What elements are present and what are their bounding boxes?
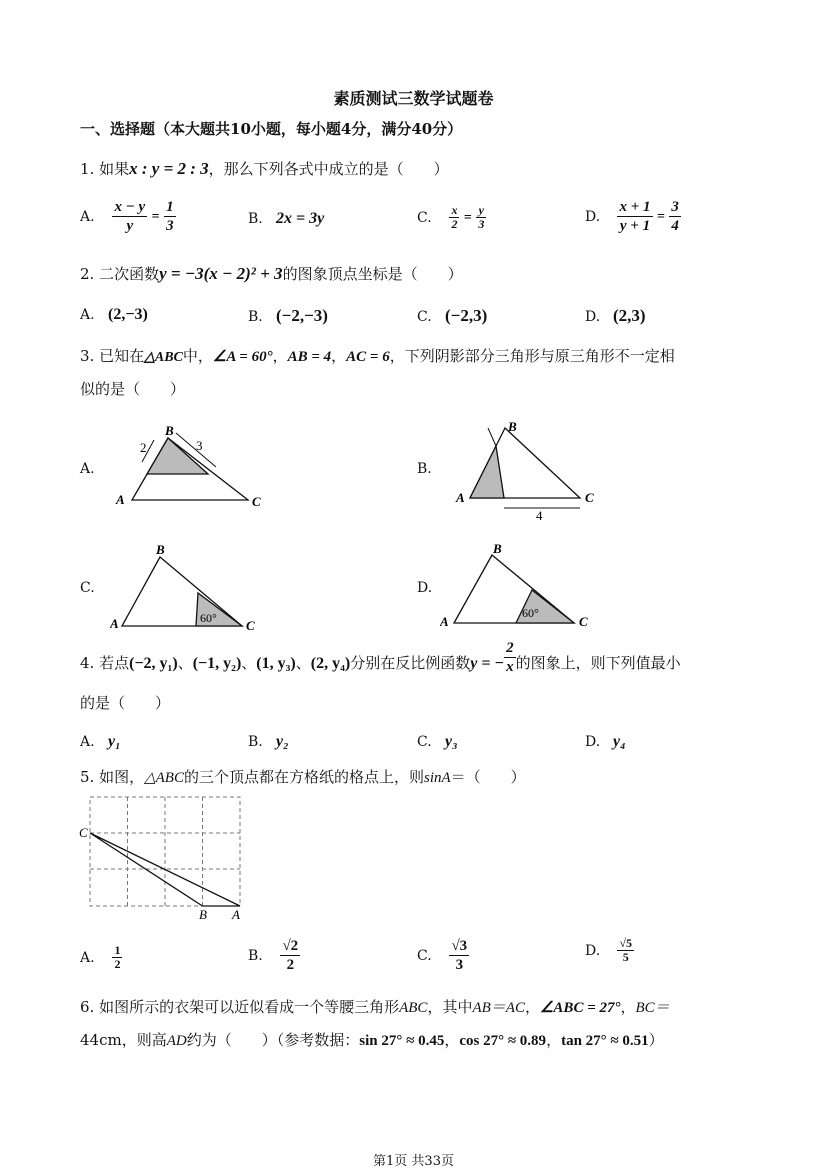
q2-option-a[interactable]: [80, 306, 148, 324]
vertex-label-b: B: [508, 419, 517, 434]
vertex-label-c: C: [579, 614, 588, 629]
question-text: 已知在: [99, 347, 145, 365]
question-text: ，下列阴影部分三角形与原三角形不一定相: [389, 347, 675, 365]
separator: ，: [272, 347, 288, 365]
question-6-line2: [80, 1029, 664, 1050]
math-expression: AB＝AC: [472, 1000, 525, 1016]
q3-option-d-label[interactable]: D.: [417, 580, 433, 596]
vertex-label-c: C: [252, 494, 261, 509]
question-number: 5.: [80, 768, 95, 786]
option-label: C.: [417, 309, 432, 325]
vertex-label-a: A: [440, 614, 449, 629]
q4-option-c[interactable]: [417, 733, 458, 751]
fraction-denominator: y: [126, 218, 134, 234]
point: (−1, y₂): [192, 655, 242, 672]
option-label: B.: [248, 211, 263, 227]
q1-option-a[interactable]: [80, 198, 176, 235]
separator: ，: [331, 347, 347, 365]
question-text: 若点: [99, 654, 130, 672]
fraction-numerator: √2: [282, 938, 299, 954]
separator: ，: [620, 998, 636, 1016]
option-expression: 2x = 3y: [276, 210, 325, 227]
angle-label: 60°: [522, 606, 539, 620]
math-expression: sinA: [424, 770, 451, 786]
reference-value: sin 27° ≈ 0.45: [359, 1033, 445, 1049]
question-6: [80, 996, 670, 1017]
math-expression: AD: [166, 1033, 187, 1049]
option-label: A.: [80, 208, 95, 225]
question-text: 二次函数: [99, 265, 160, 283]
math-expression: △ABC: [144, 770, 184, 786]
math-expression: x : y = 2 : 3: [129, 159, 209, 178]
q3-figure-b: [452, 416, 617, 526]
fraction-denominator: 2: [114, 957, 121, 971]
option-label: B.: [248, 947, 263, 964]
question-text: 如图，: [99, 768, 145, 786]
vertex-label-a: A: [456, 490, 465, 505]
q2-option-c[interactable]: [417, 306, 487, 326]
question-text: 44cm，则高: [80, 1031, 167, 1049]
reference-value: cos 27° ≈ 0.89: [459, 1033, 547, 1049]
question-3-line2: 似的是（ ）: [80, 380, 186, 398]
fraction-denominator: 5: [622, 950, 629, 964]
point: (−2, y₁): [129, 655, 178, 672]
option-label: A.: [80, 307, 95, 323]
option-label: D.: [585, 309, 601, 325]
vertex-label-c: C: [79, 825, 88, 840]
angle-label: 60°: [200, 611, 217, 625]
fraction-denominator: 3: [166, 218, 174, 234]
fraction-numerator: 1: [114, 943, 121, 957]
option-expression: (2,−3): [108, 306, 148, 323]
q5-option-a[interactable]: [80, 944, 122, 971]
option-label: A.: [80, 734, 95, 750]
math-expression: ∠ABC = 27°: [539, 1000, 621, 1016]
option-expression: (2,3): [613, 306, 646, 325]
separator: ，: [444, 1031, 460, 1049]
separator: 、: [241, 654, 257, 672]
option-expression: y₃: [445, 733, 458, 750]
equals-sign: =: [151, 209, 160, 225]
question-text: 如果: [99, 160, 130, 178]
question-text: 中，: [182, 347, 213, 365]
question-number: 4.: [80, 654, 95, 672]
page-footer: 第1页 共33页: [373, 1154, 454, 1169]
fraction-numerator: x − y: [114, 199, 146, 215]
question-number: 6.: [80, 998, 95, 1016]
equals-sign: =: [463, 210, 472, 226]
q3-option-c-label[interactable]: C.: [80, 580, 95, 596]
q2-option-b[interactable]: [248, 306, 328, 326]
fraction-denominator: 4: [671, 218, 679, 234]
math-expression: BC＝: [635, 1000, 670, 1016]
separator: ，: [546, 1031, 562, 1049]
vertex-label-c: C: [246, 618, 255, 633]
math-expression: AC = 6: [346, 349, 390, 365]
q4-option-d[interactable]: [585, 733, 626, 751]
fraction-numerator: √5: [619, 936, 633, 950]
vertex-label-a: A: [110, 616, 119, 631]
q3-figure-c: [110, 540, 270, 635]
option-label: C.: [417, 947, 432, 964]
question-number: 3.: [80, 347, 95, 365]
option-label: D.: [585, 208, 601, 225]
q5-option-b[interactable]: [248, 937, 300, 974]
option-label: C.: [417, 734, 432, 750]
q1-option-c[interactable]: [417, 204, 486, 231]
fraction-denominator: 3: [478, 217, 485, 231]
fraction-numerator: x: [451, 203, 458, 217]
question-text: 如图所示的衣架可以近似看成一个等腰三角形: [99, 998, 400, 1016]
vertex-label-b: B: [156, 542, 165, 557]
fraction-numerator: 2: [506, 639, 514, 656]
math-expression: y = −3(x − 2)² + 3: [159, 264, 283, 283]
question-2: [80, 263, 463, 284]
question-1: [80, 158, 449, 179]
option-expression: y₂: [276, 733, 289, 750]
page-title: 素质测试三数学试题卷: [333, 89, 494, 108]
section-heading: 一、选择题（本大题共10小题，每小题4分，满分40分）: [80, 120, 463, 138]
option-label: D.: [585, 734, 601, 750]
question-text: 约为（ ）（参考数据：: [186, 1031, 360, 1049]
option-label: C.: [417, 209, 432, 226]
q5-option-d[interactable]: [585, 937, 634, 964]
math-expression: AB = 4: [287, 349, 332, 365]
option-label: B.: [248, 309, 263, 325]
q3-option-a-label[interactable]: A.: [80, 461, 95, 477]
separator: 、: [295, 654, 311, 672]
fraction-numerator: y: [476, 204, 486, 218]
length-label: 4: [536, 508, 543, 523]
q2-option-d[interactable]: [585, 306, 646, 326]
question-text: ）: [648, 1031, 664, 1049]
q4-option-b[interactable]: [248, 733, 289, 751]
math-expression: △ABC: [144, 350, 183, 365]
question-3: [80, 345, 675, 366]
separator: 、: [177, 654, 193, 672]
separator: ，: [524, 998, 540, 1016]
q1-option-b[interactable]: [248, 210, 324, 228]
option-expression: y₄: [613, 733, 626, 750]
math-expression: ∠A = 60°: [212, 349, 273, 365]
math-expression: ABC: [399, 1000, 428, 1016]
option-expression: y₁: [108, 733, 121, 750]
option-label: B.: [248, 734, 263, 750]
length-label: 3: [196, 438, 203, 453]
vertex-label-c: C: [585, 490, 594, 505]
question-4: [80, 639, 681, 676]
fraction-denominator: 2: [451, 217, 458, 231]
question-text: 分别在反比例函数: [350, 654, 471, 672]
q5-grid-figure: [76, 792, 251, 922]
question-number: 2.: [80, 265, 95, 283]
question-5: [80, 766, 526, 787]
length-label: 2: [140, 440, 147, 455]
vertex-label-a: A: [116, 492, 125, 507]
question-text: ＝（ ）: [450, 768, 526, 786]
question-text: ，那么下列各式中成立的是（ ）: [208, 160, 449, 178]
fraction-numerator: x + 1: [619, 199, 651, 215]
question-text: 的三个顶点都在方格纸的格点上，则: [183, 768, 424, 786]
option-label: A.: [80, 949, 95, 966]
q1-option-d[interactable]: [585, 198, 681, 235]
question-number: 1.: [80, 160, 95, 178]
q4-option-a[interactable]: [80, 733, 121, 751]
reference-value: tan 27° ≈ 0.51: [561, 1033, 649, 1049]
vertex-label-a: A: [232, 907, 240, 922]
fraction-numerator: 3: [671, 199, 679, 215]
option-expression: (−2,3): [445, 306, 488, 325]
q3-figure-a: [110, 420, 275, 515]
question-text: ，其中: [427, 998, 473, 1016]
question-text: 的图象顶点坐标是（ ）: [282, 265, 463, 283]
question-text: 的图象上，则下列值最小: [515, 654, 681, 672]
vertex-label-b: B: [493, 541, 502, 556]
fraction-denominator: 2: [286, 957, 295, 973]
option-expression: (−2,−3): [276, 306, 328, 325]
option-label: D.: [585, 942, 601, 959]
fraction-denominator: x: [506, 658, 514, 675]
fraction-numerator: 1: [166, 199, 174, 215]
vertex-label-b: B: [165, 423, 174, 438]
point: (1, y₃): [256, 655, 296, 672]
point: (2, y₄): [310, 655, 351, 672]
q3-option-b-label[interactable]: B.: [417, 461, 432, 477]
fraction-denominator: y + 1: [619, 218, 651, 234]
vertex-label-b: B: [199, 907, 207, 922]
function-lhs: y = −: [470, 655, 505, 672]
q5-option-c[interactable]: [417, 937, 469, 974]
equals-sign: =: [656, 209, 665, 225]
fraction-numerator: √3: [451, 938, 468, 954]
q3-figure-d: [440, 540, 600, 635]
question-4-line2: 的是（ ）: [80, 694, 171, 712]
fraction-denominator: 3: [455, 957, 464, 973]
